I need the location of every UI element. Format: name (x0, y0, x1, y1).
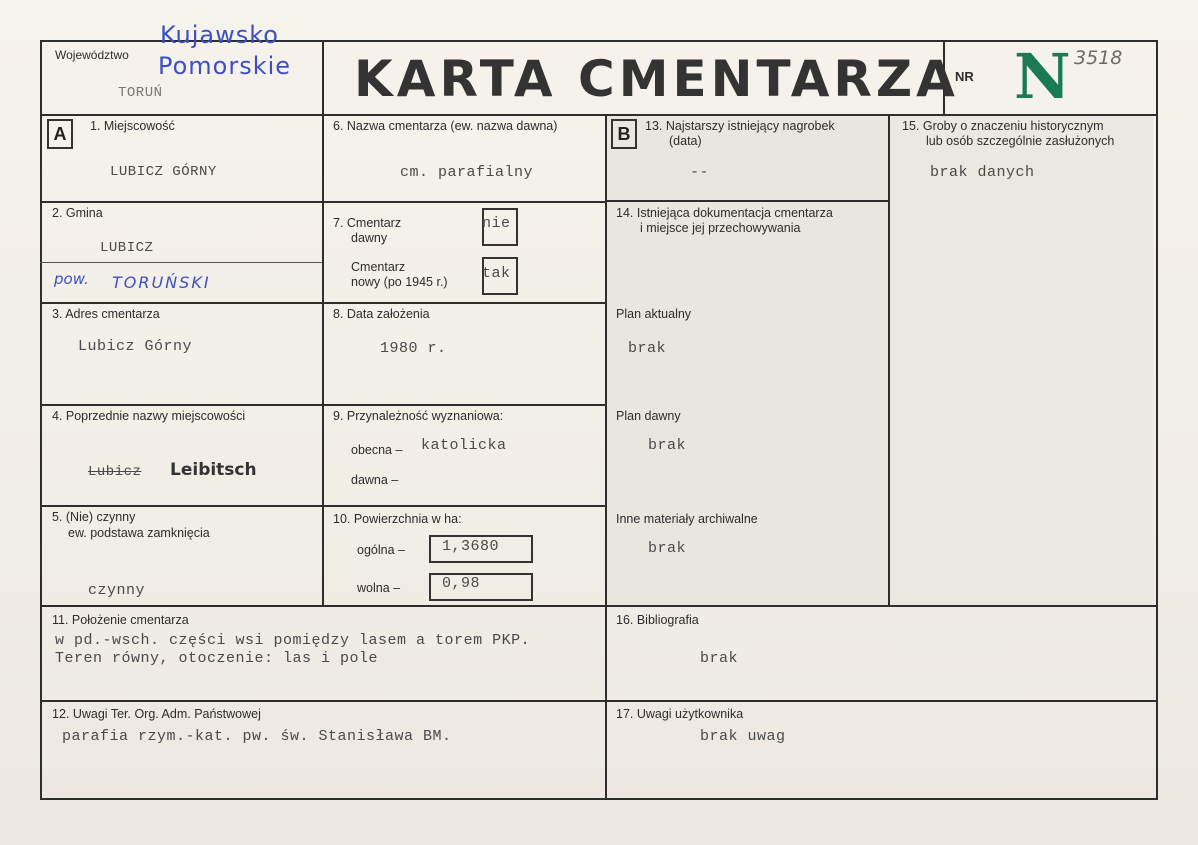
field7-new-label-line2: nowy (po 1945 r.) (351, 275, 448, 289)
field7-old-value: nie (482, 215, 511, 232)
field13-value: -- (690, 164, 710, 181)
field13-label-line1: 13. Najstarszy istniejący nagrobek (645, 119, 835, 133)
field3-value: Lubicz Górny (78, 338, 193, 355)
voivodeship-stamp-line2: Pomorskie (158, 52, 292, 80)
field2-value: LUBICZ (100, 240, 154, 256)
field16-value: brak (700, 650, 739, 667)
field10-total-label: ogólna – (357, 543, 405, 557)
field7-new-value: tak (482, 265, 511, 282)
field12-value: parafia rzym.-kat. pw. św. Stanisława BM. (62, 728, 452, 745)
field16-label: 16. Bibliografia (616, 613, 699, 627)
field4-value-struck: Lubicz (88, 464, 142, 480)
voivodeship-label: Województwo (55, 48, 129, 62)
field15-value: brak danych (930, 164, 1035, 181)
field1-label: 1. Miejscowość (90, 119, 175, 133)
field1-value: LUBICZ GÓRNY (110, 164, 217, 180)
field14-plan-old-label: Plan dawny (616, 409, 681, 423)
nr-label: NR (955, 69, 974, 84)
field5-label-line2: ew. podstawa zamknięcia (68, 526, 210, 540)
field5-label-line1: 5. (Nie) czynny (52, 510, 136, 524)
field14-plan-current-label: Plan aktualny (616, 307, 692, 321)
field9-former-label: dawna – (351, 473, 399, 487)
field14-other-label: Inne materiały archiwalne (616, 512, 758, 526)
field9-label: 9. Przynależność wyznaniowa: (333, 409, 504, 423)
section-a-marker: A (47, 119, 73, 149)
field2-pow-value: TORUŃSKI (112, 273, 211, 292)
field10-total-value: 1,3680 (442, 538, 500, 555)
field14-other-value: brak (648, 540, 687, 557)
field8-value: 1980 r. (380, 340, 447, 357)
field14-label-line2: i miejsce jej przechowywania (640, 221, 801, 235)
field14-label-line1: 14. Istniejąca dokumentacja cmentarza (616, 206, 833, 220)
field3-label: 3. Adres cmentarza (52, 307, 160, 321)
section-b-shade (607, 116, 889, 606)
field15-label-line2: lub osób szczególnie zasłużonych (926, 134, 1115, 148)
field7-old-label-line1: 7. Cmentarz (333, 216, 402, 230)
voivodeship-typed: TORUŃ (118, 85, 163, 101)
field4-value-handwritten: Leibitsch (170, 460, 257, 480)
section-b-marker: B (611, 119, 637, 149)
field7-new-label-line1: Cmentarz (351, 260, 406, 274)
field14-plan-current-value: brak (628, 340, 667, 357)
voivodeship-stamp-line1: Kujawsko (160, 21, 279, 49)
field6-value: cm. parafialny (400, 164, 534, 181)
field11-line1: w pd.-wsch. części wsi pomiędzy lasem a torem PKP. (55, 632, 531, 649)
field4-label: 4. Poprzednie nazwy miejscowości (52, 409, 246, 423)
field8-label: 8. Data założenia (333, 307, 430, 321)
field11-line2: Teren równy, otoczenie: las i pole (55, 650, 379, 667)
field7-old-label-line2: dawny (351, 231, 388, 245)
field10-free-label: wolna – (357, 581, 401, 595)
page-title: KARTA CMENTARZA (354, 50, 959, 108)
field9-current-label: obecna – (351, 443, 403, 457)
field6-label: 6. Nazwa cmentarza (ew. nazwa dawna) (333, 119, 558, 133)
field11-label: 11. Położenie cmentarza (52, 613, 189, 627)
field15-shade (889, 116, 1153, 606)
field2-label: 2. Gmina (52, 206, 103, 220)
field5-value: czynny (88, 582, 146, 599)
field10-free-value: 0,98 (442, 575, 481, 592)
field15-label-line1: 15. Groby o znaczeniu historycznym (902, 119, 1104, 133)
field17-value: brak uwag (700, 728, 786, 745)
field14-plan-old-value: brak (648, 437, 687, 454)
field2-pow-label: pow. (54, 270, 89, 288)
nr-handwritten: 3518 (1074, 47, 1123, 69)
field12-label: 12. Uwagi Ter. Org. Adm. Państwowej (52, 707, 261, 721)
field9-current-value: katolicka (421, 437, 507, 454)
field13-label-line2: (data) (669, 134, 702, 148)
field17-label: 17. Uwagi użytkownika (616, 707, 744, 721)
nr-letter-stamp: N (1014, 40, 1071, 113)
field10-label: 10. Powierzchnia w ha: (333, 512, 462, 526)
